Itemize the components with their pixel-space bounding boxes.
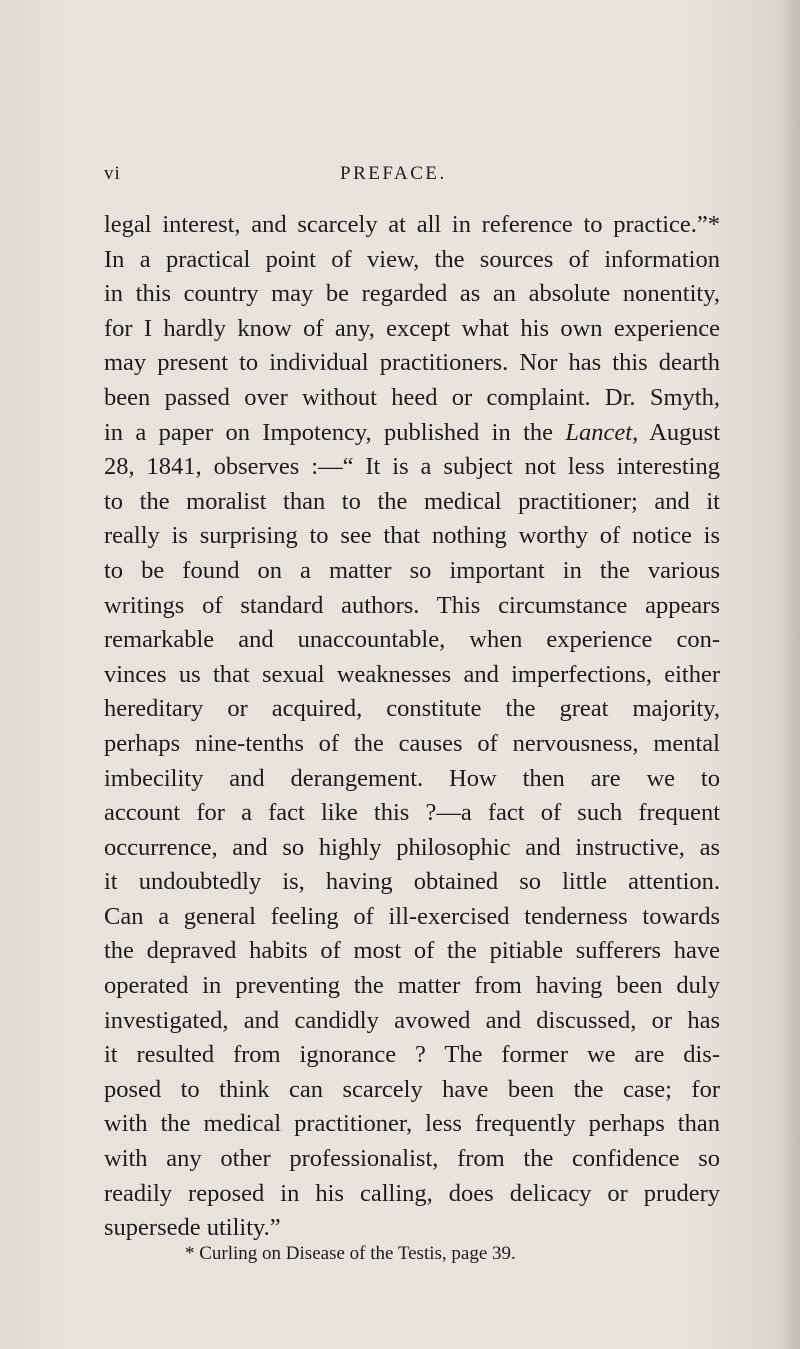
text-line: remarkable and unaccountable, when experience con-	[104, 626, 720, 654]
running-head: PREFACE.	[340, 163, 447, 184]
text-segment: August	[638, 418, 721, 446]
text-line: it resulted from ignorance ? The former we are dis-	[104, 1041, 720, 1069]
text-line: it undoubtedly is, having obtained so little attention.	[104, 868, 720, 896]
text-line: with the medical practitioner, less frequently perhaps than	[104, 1110, 720, 1138]
text-line: 28, 1841, observes :—“ It is a subject not less interesting	[104, 453, 720, 481]
text-line: really is surprising to see that nothing worthy of notice is	[104, 522, 720, 550]
text-line: perhaps nine-tenths of the causes of nervousness, mental	[104, 729, 720, 757]
text-line: account for a fact like this ?—a fact of such frequent	[104, 799, 720, 827]
lancet-italic: Lancet,	[565, 418, 639, 446]
text-line: in this country may be regarded as an absolute nonentity,	[104, 280, 720, 308]
text-line: to be found on a matter so important in the various	[104, 556, 720, 584]
footnote: * Curling on Disease of the Testis, page 39.	[185, 1243, 516, 1264]
text-line: Can a general feeling of ill-exercised tenderness towards	[104, 902, 720, 930]
text-line: operated in preventing the matter from having been duly	[104, 972, 720, 1000]
page-header	[0, 163, 800, 187]
text-segment: in a paper on Impotency, published in the	[104, 418, 566, 446]
text-line-lancet	[104, 416, 720, 451]
text-line: with any other professionalist, from the confidence so	[104, 1145, 720, 1173]
page-number: vi	[104, 163, 121, 184]
body-text	[104, 208, 720, 1246]
page-edge-shadow	[778, 0, 800, 1349]
text-line: vinces us that sexual weaknesses and imperfections, either	[104, 660, 720, 688]
text-line: supersede utility.”	[104, 1214, 281, 1242]
text-line: readily reposed in his calling, does delicacy or prudery	[104, 1179, 720, 1207]
text-line: posed to think can scarcely have been the case; for	[104, 1075, 720, 1103]
text-line: been passed over without heed or complaint. Dr. Smyth,	[104, 383, 720, 411]
text-line: may present to individual practitioners. Nor has this dearth	[104, 349, 720, 377]
text-line: In a practical point of view, the sources of information	[104, 245, 720, 273]
text-line: hereditary or acquired, constitute the great majority,	[104, 695, 720, 723]
text-line: legal interest, and scarcely at all in reference to practice.”*	[104, 211, 720, 238]
text-line: investigated, and candidly avowed and discussed, or has	[104, 1006, 720, 1034]
text-line: occurrence, and so highly philosophic and instructive, as	[104, 833, 720, 861]
text-line: for I hardly know of any, except what his own experience	[104, 314, 720, 342]
text-line: the depraved habits of most of the pitiable sufferers have	[104, 937, 720, 965]
text-line: to the moralist than to the medical practitioner; and it	[104, 487, 720, 515]
text-line: imbecility and derangement. How then are we to	[104, 764, 720, 792]
text-line: writings of standard authors. This circumstance appears	[104, 591, 720, 619]
